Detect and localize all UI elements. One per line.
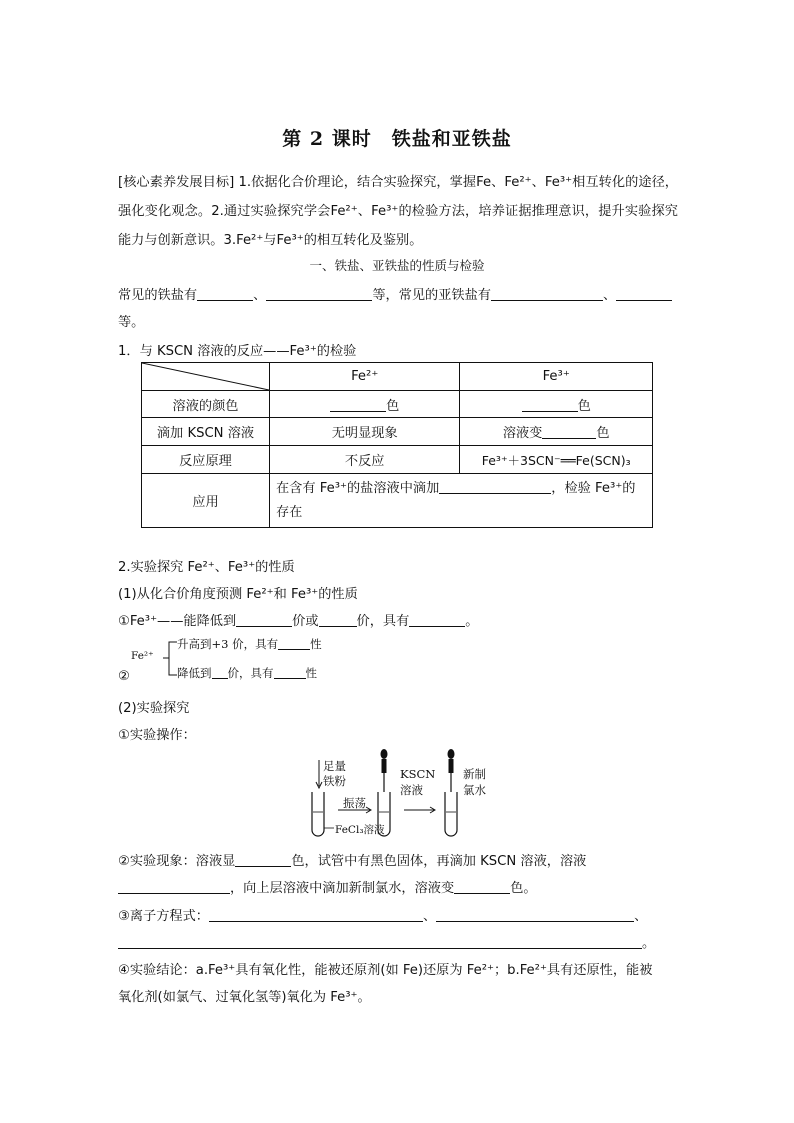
- blank: [409, 612, 465, 627]
- fe2-down: [177, 665, 317, 681]
- text: 、: [422, 909, 437, 924]
- text: 溶液: [400, 783, 423, 797]
- dropper-bulb-2: [448, 749, 455, 759]
- cell: [270, 391, 460, 418]
- text: ，向上层溶液中滴加新制氯水，溶液变: [230, 881, 455, 896]
- text: 色: [577, 398, 591, 414]
- text: 、: [253, 288, 267, 303]
- conclusion-line-1: ④实验结论：a.Fe³⁺具有氧化性，能被还原剂(如 Fe)还原为 Fe²⁺；b.Fe²⁺具有还原性，能被: [118, 963, 653, 978]
- diagonal-header-cell: [142, 363, 270, 391]
- fe2-up: [177, 636, 322, 652]
- blank: [118, 934, 642, 949]
- text: 常见的铁盐有: [118, 288, 198, 303]
- application-cell: [270, 474, 653, 528]
- text: 色: [386, 398, 400, 414]
- cell: [460, 391, 653, 418]
- text: 足量: [323, 759, 346, 773]
- text: 铁粉: [323, 774, 346, 788]
- common-salts-end: 等。: [118, 315, 145, 330]
- text: ，检验 Fe³⁺的: [551, 480, 636, 496]
- blank: [491, 286, 603, 301]
- text: 价，具有: [356, 614, 410, 629]
- operation-label: ①实验操作：: [118, 728, 196, 743]
- text: 等，常见的亚铁盐有: [372, 288, 491, 303]
- sub1-title: (1)从化合价角度预测 Fe²⁺和 Fe³⁺的性质: [118, 587, 358, 602]
- section-heading: 一、铁盐、亚铁盐的性质与检验: [309, 258, 485, 273]
- fe3-line: [118, 610, 478, 629]
- fe2-symbol: Fe²⁺: [131, 650, 154, 662]
- row-label: 溶液的颜色: [142, 391, 270, 418]
- row-label: 应用: [142, 474, 270, 528]
- text: 价，具有: [227, 666, 274, 680]
- text: 性: [305, 666, 317, 680]
- blank: [236, 612, 292, 627]
- text: 色。: [510, 881, 537, 896]
- phenomenon-line-2: [118, 877, 537, 896]
- row-label: 反应原理: [142, 446, 270, 474]
- cell: 不反应: [270, 446, 460, 474]
- cell: Fe³⁺＋3SCN⁻══Fe(SCN)₃: [460, 446, 653, 474]
- cell: [460, 418, 653, 446]
- text: 性: [310, 637, 322, 651]
- row-label: 滴加 KSCN 溶液: [142, 418, 270, 446]
- text: 溶液变: [502, 426, 543, 441]
- goals-text: 1.依据化合价理论，结合实验探究，掌握Fe、Fe²⁺、Fe³⁺相互转化的途径，强化变化观念。2.通过实验探究学会Fe²⁺、Fe³⁺的检验方法，培养证据推理意识，提升实验探究能力与创新意识。3.Fe²⁺与Fe³⁺的相互转化及鉴别。: [118, 175, 678, 248]
- blank: [439, 479, 551, 494]
- blank: [197, 286, 253, 301]
- blank: [274, 667, 306, 679]
- text: 在含有 Fe³⁺的盐溶液中滴加: [276, 480, 440, 496]
- blank: [118, 879, 230, 894]
- blank: [436, 907, 634, 922]
- fecl3-label: FeCl₃溶液: [335, 824, 385, 836]
- chlorine-label: [463, 766, 486, 798]
- sub2-title: (2)实验探究: [118, 701, 190, 716]
- item2-title: 2.实验探究 Fe²⁺、Fe³⁺的性质: [118, 560, 295, 575]
- fe-test-table: [141, 362, 653, 528]
- fe2-number: ②: [118, 669, 130, 684]
- text: ①Fe³⁺——能降低到: [118, 614, 237, 629]
- text: 色: [596, 426, 610, 441]
- phenomenon-line-1: [118, 850, 586, 869]
- text: 、: [603, 288, 617, 303]
- text: 新制: [463, 767, 486, 781]
- header-fe2: Fe²⁺: [270, 363, 460, 391]
- blank: [319, 612, 357, 627]
- header-fe3: Fe³⁺: [460, 363, 653, 391]
- diagonal-line: [142, 363, 269, 390]
- text: 色，试管中有黑色固体，再滴加 KSCN 溶液，溶液: [291, 854, 587, 869]
- blank: [266, 286, 372, 301]
- blank: [542, 424, 596, 439]
- blank: [212, 667, 228, 679]
- text: KSCN: [400, 767, 436, 781]
- core-goals: [118, 168, 678, 255]
- iron-label: [323, 759, 346, 789]
- text: ③离子方程式：: [118, 909, 209, 924]
- kscn-label: [400, 766, 435, 798]
- dropper-bulb-1: [381, 749, 388, 759]
- common-salts-line: [118, 284, 672, 303]
- blank: [616, 286, 672, 301]
- text: 价或: [292, 614, 319, 629]
- text: 存在: [276, 504, 303, 520]
- text: 。: [465, 614, 479, 629]
- shake-label: 振荡: [343, 796, 366, 810]
- ionic-line-1: [118, 905, 647, 924]
- test-tube-3: [445, 792, 457, 836]
- blank: [209, 907, 423, 922]
- blank: [278, 638, 310, 650]
- text: ②实验现象：溶液显: [118, 854, 236, 869]
- text: 。: [642, 936, 656, 951]
- goals-label: [核心素养发展目标]: [118, 175, 235, 190]
- cell: 无明显现象: [270, 418, 460, 446]
- ionic-line-2: [118, 932, 655, 951]
- blank: [330, 397, 386, 412]
- conclusion-line-2: 氧化剂(如氯气、过氧化氢等)氧化为 Fe³⁺。: [118, 990, 371, 1005]
- blank: [454, 879, 510, 894]
- blank: [522, 397, 578, 412]
- page-title: 第 2 课时 铁盐和亚铁盐: [282, 128, 512, 150]
- text: 升高到+3 价，具有: [177, 637, 279, 651]
- text: 降低到: [177, 666, 212, 680]
- blank: [235, 852, 291, 867]
- test-tube-1: [312, 792, 324, 836]
- item1-title: 1．与 KSCN 溶液的反应——Fe³⁺的检验: [118, 344, 357, 359]
- text: 氯水: [463, 783, 486, 797]
- text: 、: [634, 909, 648, 924]
